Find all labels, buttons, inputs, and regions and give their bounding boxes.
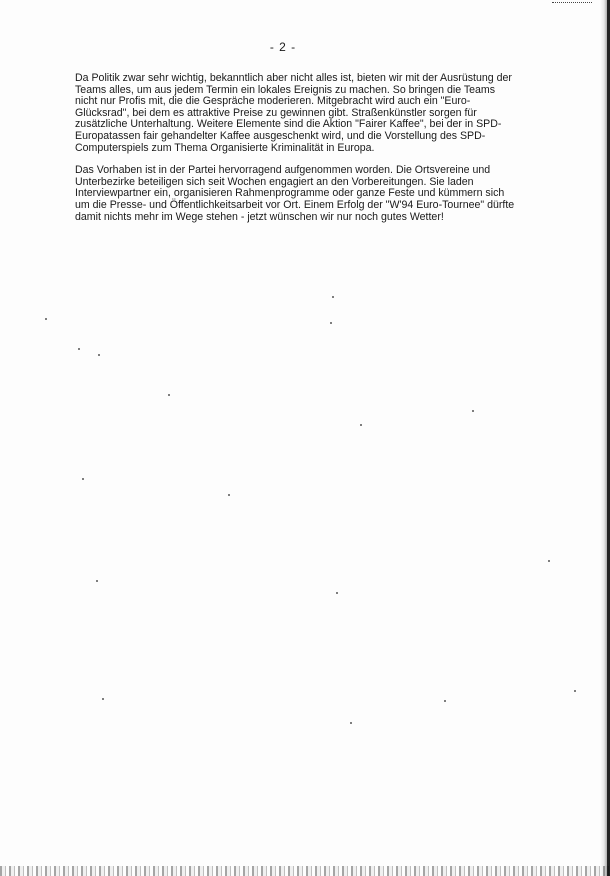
scan-speck — [330, 322, 332, 324]
body-text — [75, 73, 515, 234]
scan-speck — [102, 698, 104, 700]
scan-speck — [444, 700, 446, 702]
scan-speck — [350, 722, 352, 724]
scan-speck — [360, 424, 362, 426]
paragraph-2: Das Vorhaben ist in der Partei hervorragend aufgenommen worden. Die Ortsvereine und Unterbezirke beteiligen sich seit Wochen engagiert an den Vorbereitungen. Sie laden Interviewpartner ein, organisieren Rahmenprogramme oder ganze Feste und kümmern sich um die Presse- und Öffentlichkeitsarbeit vor Ort. Einem Erfolg der "W'94 Euro-Tournee" dürfte damit nichts mehr im Wege stehen - jetzt wünschen wir nur noch gutes Wetter! — [75, 164, 515, 223]
page-number: - 2 - — [269, 40, 297, 54]
scan-speck — [332, 296, 334, 298]
scan-speck — [168, 394, 170, 396]
scan-artifact-top — [552, 2, 592, 7]
scan-edge-bottom — [0, 866, 610, 876]
scan-speck — [336, 592, 338, 594]
scan-speck — [548, 560, 550, 562]
scan-speck — [82, 478, 84, 480]
scan-speck — [472, 410, 474, 412]
scan-speck — [228, 494, 230, 496]
scan-speck — [78, 348, 80, 350]
paragraph-1: Da Politik zwar sehr wichtig, bekanntlich aber nicht alles ist, bieten wir mit der Ausrüstung der Teams alles, um aus jedem Termin ein lokales Ereignis zu machen. So bringen die Teams nicht nur Profis mit, die die Gespräche moderieren. Mitgebracht wird auch ein "Euro- Glücksrad", bei dem es attraktive Preise zu gewinnen gibt. Straßenkünstler sorgen für zusätzliche Unterhaltung. Weitere Elemente sind die Aktion "Fairer Kaffee", bei der in SPD-Europatassen fair gehandelter Kaffee ausgeschenkt wird, und die Vorstellung des SPD-Computerspiels zum Thema Organisierte Kriminalität in Europa. — [75, 72, 512, 154]
scan-speck — [45, 318, 47, 320]
scan-speck — [98, 354, 100, 356]
scan-speck — [574, 690, 576, 692]
scan-speck — [96, 580, 98, 582]
